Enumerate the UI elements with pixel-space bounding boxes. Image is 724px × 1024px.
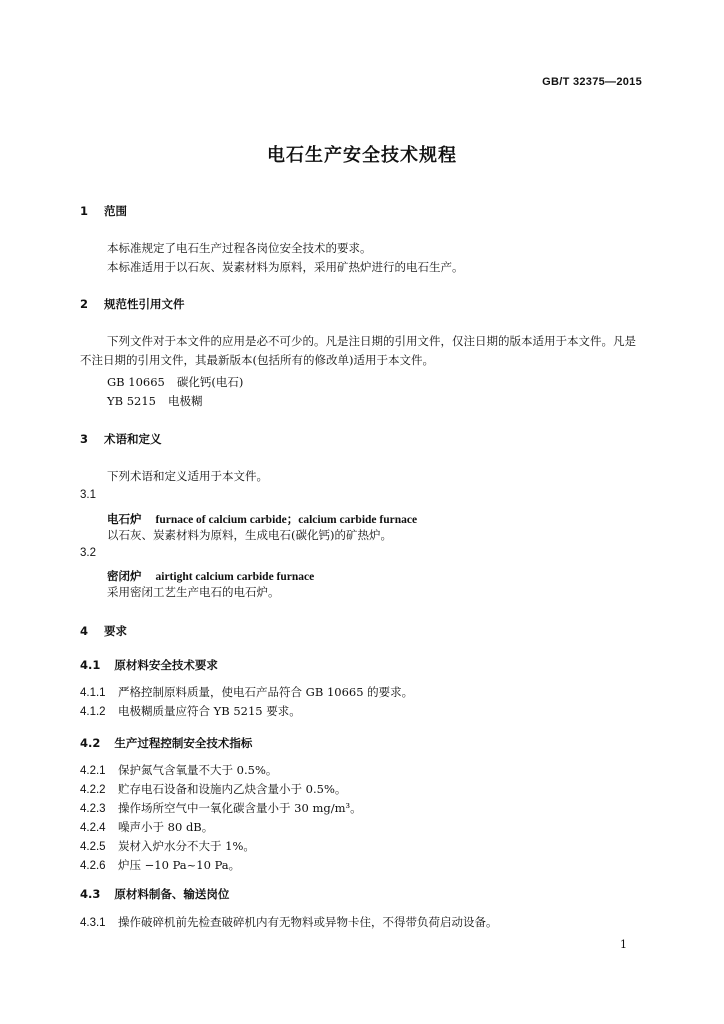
subsection-title: 生产过程控制安全技术指标 [114,736,253,750]
clause-text: 严格控制原料质量，使电石产品符合 GB 10665 的要求。 [118,685,414,699]
clause-item [80,857,240,873]
term-entry [107,565,314,584]
term-number: 3.2 [80,547,96,559]
clause-code: 4.2.2 [80,784,106,796]
section-3-heading [80,431,162,447]
document-id: GB/T 32375—2015 [542,76,642,88]
paragraph: 本标准适用于以石灰、炭素材料为原料，采用矿热炉进行的电石生产。 [107,260,464,274]
clause-text: 炭材入炉水分不大于 1%。 [118,839,255,853]
clause-item [80,838,255,854]
reference-code: YB 5215 [107,394,156,408]
clause-code: 4.2.4 [80,822,106,834]
paragraph: 下列术语和定义适用于本文件。 [107,469,268,483]
section-title: 术语和定义 [104,432,162,446]
clause-code: 4.2.6 [80,860,106,872]
clause-code: 4.2.5 [80,841,106,853]
section-title: 规范性引用文件 [104,297,185,311]
clause-code: 4.3.1 [80,917,106,929]
subsection-4-1-heading [80,657,218,673]
clause-code: 4.1.2 [80,706,106,718]
clause-text: 操作破碎机前先检查破碎机内有无物料或异物卡住，不得带负荷启动设备。 [118,915,498,929]
section-2-heading [80,296,185,312]
section-number: 2 [80,297,89,311]
section-number: 1 [80,204,89,218]
reference-code: GB 10665 [107,375,165,389]
term-definition: 采用密闭工艺生产电石的电石炉。 [107,585,280,599]
paragraph: 下列文件对于本文件的应用是必不可少的。凡是注日期的引用文件，仅注日期的版本适用于本文件。凡是不注日期的引用文件，其最新版本(包括所有的修改单)适用于本文件。 [80,334,636,367]
clause-code: 4.2.1 [80,765,106,777]
term-english: airtight calcium carbide furnace [155,571,315,583]
clause-text: 保护氮气含氧量不大于 0.5%。 [118,763,278,777]
reference-name: 碳化钙(电石) [176,375,244,389]
clause-item [80,819,213,835]
clause-text: 炉压 −10 Pa~10 Pa。 [118,858,241,872]
clause-item [80,684,413,700]
reference-item [107,393,202,409]
document-title: 电石生产安全技术规程 [267,145,457,166]
clause-text: 操作场所空气中一氧化碳含量小于 30 mg/m³。 [118,801,362,815]
paragraph: 本标准规定了电石生产过程各岗位安全技术的要求。 [107,241,372,255]
term-english: furnace of calcium carbide；calcium carbide furnace [155,514,418,526]
clause-item [80,703,301,719]
clause-item [80,762,277,778]
section-number: 3 [80,432,89,446]
term-chinese: 电石炉 [107,512,142,526]
clause-text: 贮存电石设备和设施内乙炔含量小于 0.5%。 [118,782,347,796]
section-number: 4 [80,624,89,638]
page-number: 1 [620,938,627,951]
subsection-number: 4.3 [80,887,101,901]
clause-item [80,781,346,797]
clause-text: 电极糊质量应符合 YB 5215 要求。 [118,704,301,718]
reference-item [107,374,243,390]
term-entry [107,508,417,527]
subsection-title: 原材料安全技术要求 [114,658,218,672]
subsection-4-3-heading [80,886,229,902]
clause-text: 噪声小于 80 dB。 [118,820,214,834]
clause-code: 4.1.1 [80,687,106,699]
section-1-heading [80,203,127,219]
section-title: 要求 [104,624,128,638]
clause-item [80,800,362,816]
section-4-heading [80,623,127,639]
subsection-number: 4.1 [80,658,101,672]
term-chinese: 密闭炉 [107,569,142,583]
subsection-title: 原材料制备、输送岗位 [114,887,230,901]
subsection-4-2-heading [80,735,252,751]
clause-item [80,914,498,930]
subsection-number: 4.2 [80,736,101,750]
reference-name: 电极糊 [167,394,203,408]
clause-code: 4.2.3 [80,803,106,815]
section-title: 范围 [104,204,128,218]
term-definition: 以石灰、炭素材料为原料，生成电石(碳化钙)的矿热炉。 [107,528,392,542]
term-number: 3.1 [80,489,96,501]
